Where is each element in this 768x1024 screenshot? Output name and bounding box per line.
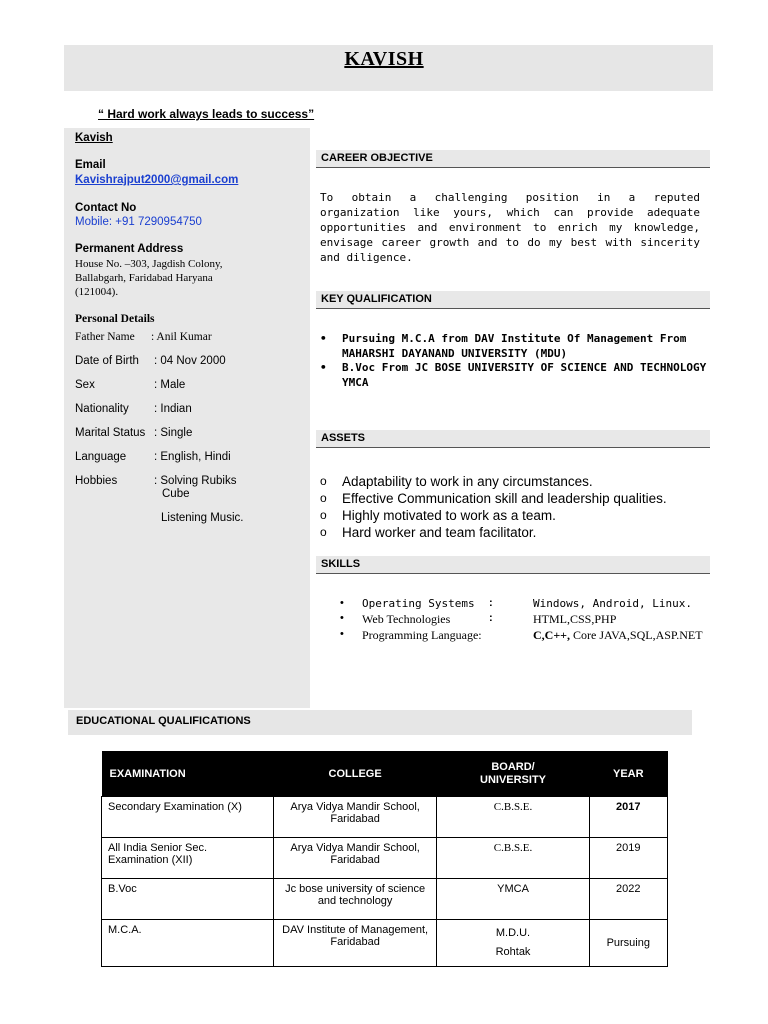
cell-college: DAV Institute of Management, Faridabad [273,920,437,967]
personal-value: : Solving Rubiks [154,475,237,487]
table-row [102,920,668,967]
personal-value: : Single [154,427,193,439]
hobby-extra: Listening Music. [161,512,244,524]
personal-value: : Male [154,379,186,391]
education-table [101,751,668,967]
skill-value-bold: C,C++, [533,628,571,642]
personal-key: Father Name [75,331,135,343]
skill-value: HTML,CSS,PHP [533,612,617,626]
circle-bullet-icon: o [320,474,327,488]
personal-key: Sex [75,379,95,391]
cell-board: YMCA [437,879,589,920]
skill-value [533,628,703,643]
contact-label: Contact No [75,202,137,214]
column-header: COLLEGE [273,751,437,797]
cell-exam: B.Voc [102,879,274,920]
qualification-text: B.Voc From JC BOSE UNIVERSITY OF SCIENCE AND TECHNOLOGY YMCA [342,361,707,389]
section-title: SKILLS [321,558,361,570]
asset-item [320,491,667,506]
section-title: ASSETS [321,432,366,444]
email-label: Email [75,159,106,171]
address-line-2: Ballabgarh, Faridabad Haryana [75,272,213,284]
skill-label: Operating Systems [362,597,475,610]
personal-details-label: Personal Details [75,313,155,325]
cell-year: 2022 [589,879,667,920]
education-heading [68,710,692,735]
circle-bullet-icon: o [320,525,327,539]
mobile-number: Mobile: +91 7290954750 [75,216,202,228]
circle-bullet-icon: o [320,508,327,522]
asset-text: Effective Communication skill and leadership qualities. [342,491,667,506]
page-title: KAVISH [344,48,424,70]
circle-bullet-icon: o [320,491,327,505]
table-header-row [102,751,668,797]
skill-label: Programming Language: [362,628,482,642]
personal-key: Date of Birth [75,355,139,367]
table-row [102,838,668,879]
personal-value: : Anil Kumar [151,331,212,343]
cell-college: Arya Vidya Mandir School, Faridabad [273,838,437,879]
quote: “ Hard work always leads to success” [98,107,315,121]
personal-value: : 04 Nov 2000 [154,355,226,367]
candidate-name: Kavish [75,132,113,144]
cell-year: 2019 [589,838,667,879]
personal-key: Nationality [75,403,129,415]
bullet-icon: • [340,597,344,609]
section-title: CAREER OBJECTIVE [321,152,433,164]
skill-value: Windows, Android, Linux. [533,597,692,610]
email-link[interactable]: Kavishrajput2000@gmail.com [75,174,239,186]
skill-separator: : [489,612,493,624]
personal-key: Marital Status [75,427,146,439]
section-title: EDUCATIONAL QUALIFICATIONS [76,715,251,727]
bullet-icon: • [320,332,327,345]
bullet-icon: • [340,628,344,640]
cell-exam: Secondary Examination (X) [102,797,274,838]
personal-key: Language [75,451,127,463]
qualification-item [320,361,710,390]
cell-board: C.B.S.E. [437,838,589,879]
asset-text: Highly motivated to work as a team. [342,508,556,523]
hobby-continued: Cube [162,488,190,500]
asset-item [320,474,593,489]
address-label: Permanent Address [75,243,184,255]
asset-item [320,525,536,540]
cell-college: Jc bose university of science and technology [273,879,437,920]
bullet-icon: • [320,361,327,374]
personal-value: : Indian [154,403,192,415]
skills-heading [316,556,710,574]
asset-text: Adaptability to work in any circumstances. [342,474,593,489]
table-row [102,797,668,838]
asset-text: Hard worker and team facilitator. [342,525,537,540]
qualification-item [320,332,710,361]
address-line-3: (121004). [75,286,119,298]
column-header: YEAR [589,751,667,797]
skill-separator: : [489,597,493,609]
skill-label: Web Technologies [362,612,451,626]
career-objective-heading [316,150,710,168]
personal-key: Hobbies [75,475,118,487]
address-line-1: House No. –303, Jagdish Colony, [75,258,223,270]
cell-exam: M.C.A. [102,920,274,967]
left-column [64,128,310,708]
column-header-text: BOARD/ UNIVERSITY [480,760,547,786]
cell-year: 2017 [589,797,667,838]
assets-heading [316,430,710,448]
qualification-text: Pursuing M.C.A from DAV Institute Of Management From MAHARSHI DAYANAND UNIVERSITY (MDU) [342,332,687,360]
skill-value-rest: Core JAVA,SQL,ASP.NET [570,628,703,642]
cell-year: Pursuing [589,920,667,967]
cell-exam: All India Senior Sec. Examination (XII) [102,838,274,879]
key-qualification-heading [316,291,710,309]
table-row [102,879,668,920]
column-header [437,751,589,797]
bullet-icon: • [340,612,344,624]
cell-board: C.B.S.E. [437,797,589,838]
cell-college: Arya Vidya Mandir School, Faridabad [273,797,437,838]
asset-item [320,508,556,523]
personal-value: : English, Hindi [154,451,231,463]
cell-board [437,920,589,967]
column-header: EXAMINATION [102,751,274,797]
cell-board-text: M.D.U. Rohtak [495,927,531,958]
section-title: KEY QUALIFICATION [321,293,432,305]
career-objective-text: To obtain a challenging position in a reputed organization like yours, which can provide adequate opportunities and environment to enrich my knowledge, envisage career growth and to do my best with sincerity and diligence. [320,191,700,264]
